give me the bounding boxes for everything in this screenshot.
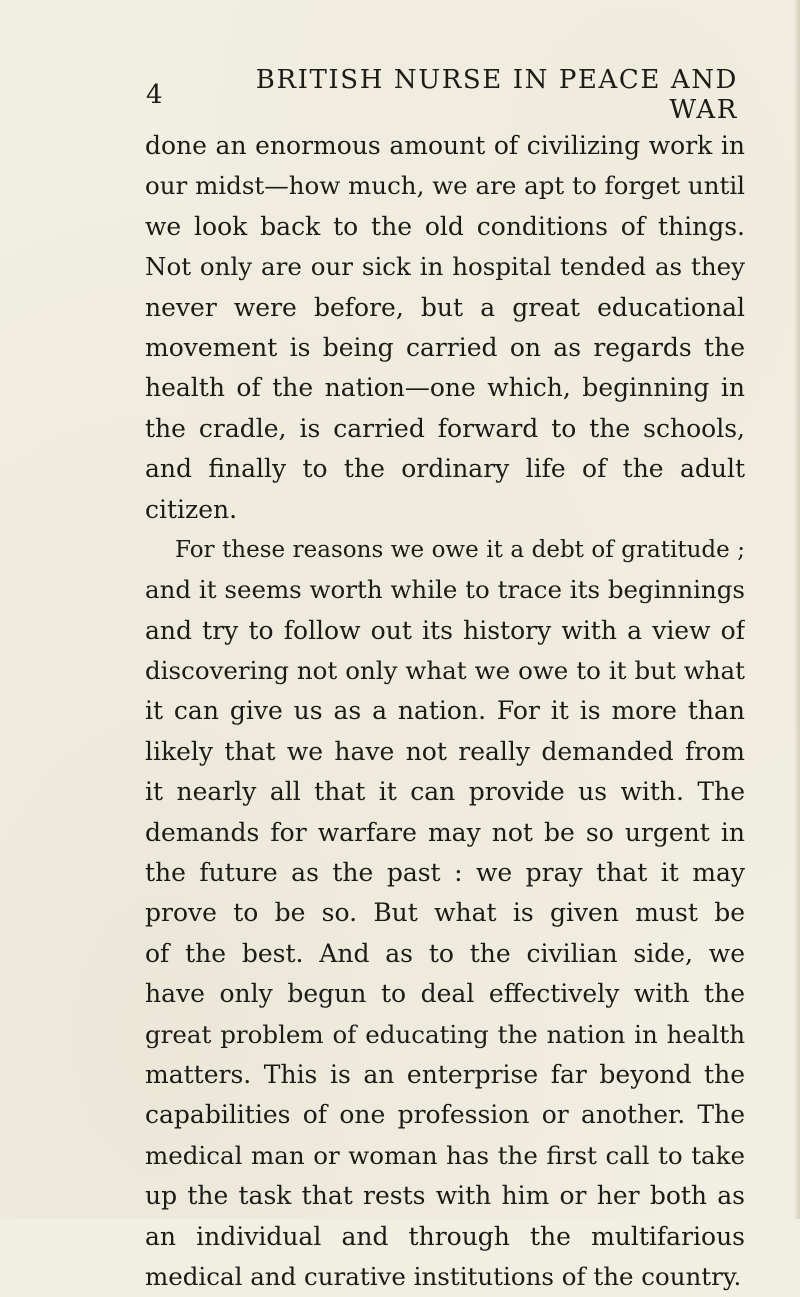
text-line: discovering not only what we owe to it but what <box>145 656 745 686</box>
text-line: great problem of educating the nation in health <box>145 1019 745 1049</box>
page-edge-shadow <box>794 0 800 1219</box>
text-line: it can give us as a nation. For it is more than <box>145 696 745 726</box>
text-line: of the best. And as to the civilian side, we <box>145 938 745 968</box>
paragraph-2 <box>145 530 745 1297</box>
text-line: matters. This is an enterprise far beyond the <box>145 1059 745 1089</box>
text-line: and finally to the ordinary life of the adult <box>145 454 745 484</box>
text-line: an individual and through the multifarious <box>145 1221 745 1251</box>
text-line: movement is being carried on as regards the <box>145 332 745 362</box>
text-line: we look back to the old conditions of things. <box>145 211 745 241</box>
text-line: up the task that rests with him or her both as <box>145 1181 745 1211</box>
text-line: and try to follow out its history with a view of <box>145 615 745 645</box>
text-line: and it seems worth while to trace its beginnings <box>145 575 745 605</box>
text-line: the future as the past : we pray that it may <box>145 858 745 888</box>
page-number: 4 <box>146 80 164 110</box>
text-line: Not only are our sick in hospital tended as they <box>145 252 745 282</box>
text-line: prove to be so. But what is given must be <box>145 898 745 928</box>
text-line: have only begun to deal effectively with the <box>145 979 745 1009</box>
text-line: citizen. <box>145 494 238 524</box>
text-line: never were before, but a great educational <box>145 292 745 322</box>
text-line: medical man or woman has the first call to take <box>145 1140 745 1170</box>
text-line: health of the nation—one which, beginning in <box>145 373 745 403</box>
text-line: our midst—how much, we are apt to forget until <box>145 171 745 201</box>
text-line: capabilities of one profession or another. The <box>145 1100 745 1130</box>
running-head <box>146 65 738 125</box>
text-line: For these reasons we owe it a debt of gratitude ; <box>175 536 745 563</box>
text-line: demands for warfare may not be so urgent in <box>145 817 745 847</box>
running-title: BRITISH NURSE IN PEACE AND WAR <box>255 65 738 125</box>
text-line: medical and curative institutions of the country. <box>145 1261 742 1291</box>
paragraph-1 <box>145 126 745 530</box>
text-line: done an enormous amount of civilizing work in <box>145 131 745 160</box>
body-text <box>145 126 745 1297</box>
text-line: the cradle, is carried forward to the schools, <box>145 413 745 443</box>
text-line: it nearly all that it can provide us with. The <box>145 777 745 807</box>
text-line: likely that we have not really demanded from <box>145 736 745 766</box>
